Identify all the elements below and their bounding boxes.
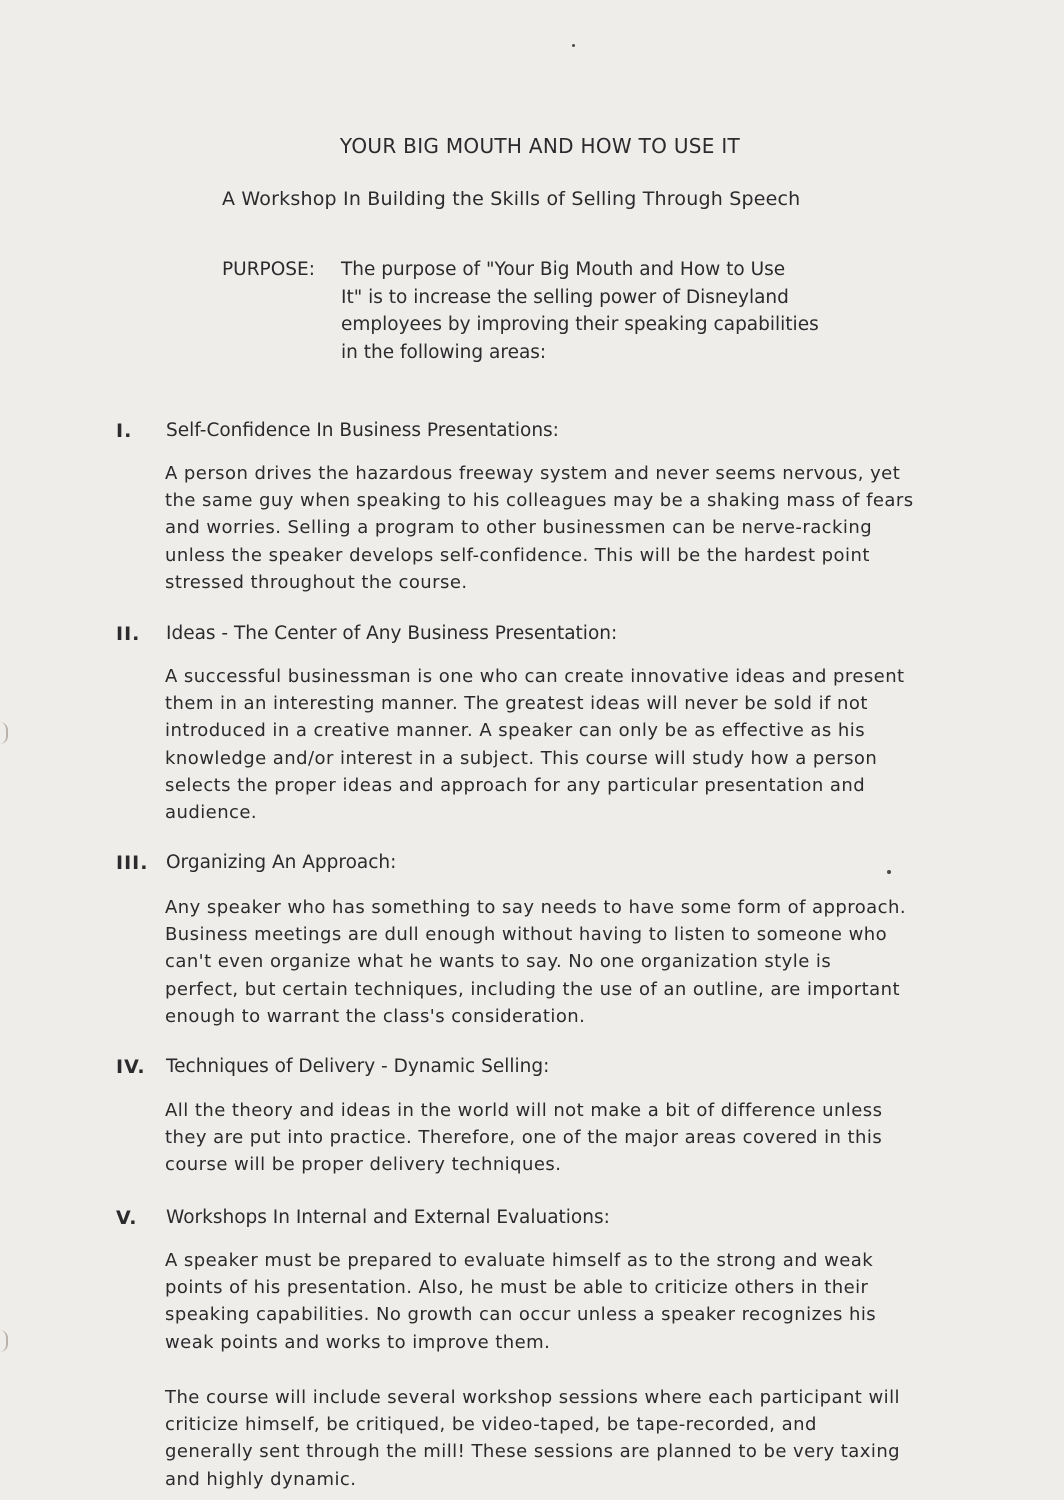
- body-line: course will be proper delivery techniques.: [165, 1154, 562, 1176]
- body-line: Business meetings are dull enough without having to listen to someone who: [165, 924, 888, 946]
- section-numeral: III.: [116, 852, 149, 874]
- section-heading: Self-Confidence In Business Presentations:: [166, 420, 559, 441]
- stray-dot-mark: [572, 44, 575, 47]
- purpose-line: employees by improving their speaking capabilities: [341, 314, 819, 335]
- section-body: [165, 663, 965, 826]
- document-subtitle: A Workshop In Building the Skills of Selling Through Speech: [222, 188, 801, 210]
- body-line: A successful businessman is one who can create innovative ideas and present: [165, 666, 905, 687]
- body-line: introduced in a creative manner. A speaker can only be as effective as his: [165, 720, 866, 742]
- section-body: [165, 894, 965, 1030]
- body-line: and worries. Selling a program to other businessmen can be nerve-racking: [165, 517, 873, 539]
- section-numeral: I.: [116, 420, 133, 442]
- section-body: [165, 1247, 965, 1356]
- document-title: YOUR BIG MOUTH AND HOW TO USE IT: [339, 134, 741, 158]
- closing-paragraph: [165, 1384, 985, 1493]
- section-heading: Organizing An Approach:: [166, 852, 397, 873]
- closing-line: The course will include several workshop sessions where each participant will: [165, 1387, 901, 1408]
- binding-hole-mark: [0, 722, 8, 744]
- closing-line: criticize himself, be critiqued, be video-taped, be tape-recorded, and: [165, 1414, 817, 1436]
- section-body: [165, 460, 965, 596]
- purpose-line: It" is to increase the selling power of Disneyland: [341, 286, 789, 308]
- body-line: audience.: [165, 802, 258, 824]
- body-line: A person drives the hazardous freeway system and never seems nervous, yet: [165, 463, 901, 484]
- purpose-label: PURPOSE:: [222, 259, 315, 280]
- purpose-line: in the following areas:: [341, 341, 547, 363]
- section-heading: Workshops In Internal and External Evaluations:: [166, 1207, 610, 1228]
- body-line: enough to warrant the class's consideration.: [165, 1005, 586, 1027]
- section-numeral: IV.: [116, 1056, 146, 1078]
- purpose-text: [341, 256, 901, 366]
- body-line: unless the speaker develops self-confidence. This will be the hardest point: [165, 544, 870, 566]
- body-line: speaking capabilities. No growth can occur unless a speaker recognizes his: [165, 1304, 877, 1326]
- body-line: can't even organize what he wants to say. No one organization style is: [165, 951, 832, 973]
- section-heading: Ideas - The Center of Any Business Presentation:: [166, 623, 618, 644]
- body-line: knowledge and/or interest in a subject. This course will study how a person: [165, 747, 878, 769]
- body-line: weak points and works to improve them.: [165, 1331, 551, 1353]
- body-line: selects the proper ideas and approach for any particular presentation and: [165, 774, 866, 796]
- section-numeral: V.: [116, 1207, 138, 1229]
- body-line: the same guy when speaking to his colleagues may be a shaking mass of fears: [165, 490, 914, 512]
- section-heading: Techniques of Delivery - Dynamic Selling:: [166, 1056, 550, 1077]
- section-numeral: II.: [116, 623, 141, 645]
- purpose-line: The purpose of "Your Big Mouth and How to Use: [341, 259, 786, 280]
- body-line: perfect, but certain techniques, including the use of an outline, are important: [165, 978, 900, 1000]
- binding-hole-mark: [0, 1330, 8, 1352]
- body-line: All the theory and ideas in the world will not make a bit of difference unless: [165, 1100, 883, 1121]
- body-line: points of his presentation. Also, he must be able to criticize others in their: [165, 1277, 869, 1299]
- body-line: A speaker must be prepared to evaluate himself as to the strong and weak: [165, 1250, 874, 1271]
- closing-line: and highly dynamic.: [165, 1468, 357, 1490]
- body-line: they are put into practice. Therefore, one of the major areas covered in this: [165, 1127, 883, 1149]
- stray-dot-mark: [887, 870, 891, 874]
- body-line: Any speaker who has something to say needs to have some form of approach.: [165, 897, 907, 918]
- body-line: them in an interesting manner. The greatest ideas will never be sold if not: [165, 693, 868, 715]
- body-line: stressed throughout the course.: [165, 571, 468, 593]
- section-body: [165, 1097, 965, 1179]
- closing-line: generally sent through the mill! These sessions are planned to be very taxing: [165, 1441, 901, 1463]
